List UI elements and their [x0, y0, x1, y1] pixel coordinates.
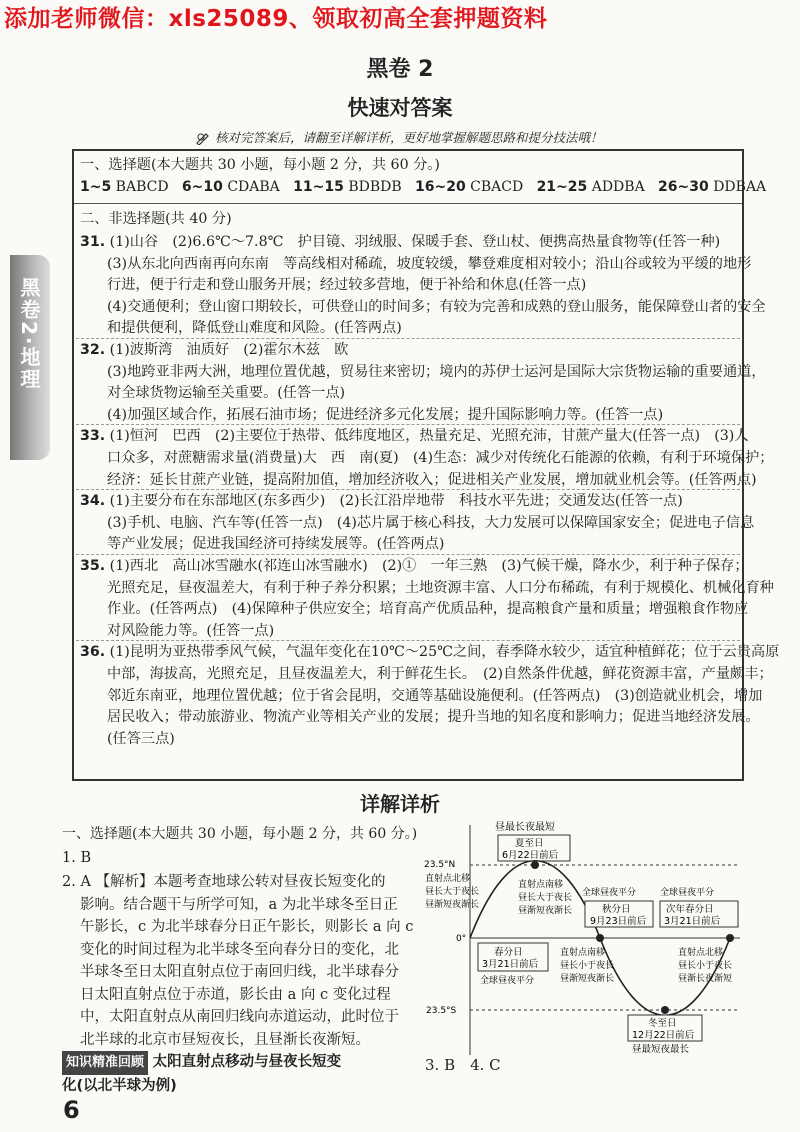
note-left-3: 昼渐短夜渐长 — [425, 900, 480, 910]
note-south-2: 昼长小于夜长 — [560, 961, 615, 971]
note-north-2: 昼长小于夜长 — [678, 961, 733, 971]
answer-line — [107, 621, 274, 641]
note-south-3: 昼渐短夜渐长 — [560, 974, 615, 984]
label-next-spring: 次年春分日 — [666, 904, 714, 915]
question-number: 34. — [80, 493, 106, 510]
group-answer: BDBDB — [348, 179, 402, 195]
answer-line — [107, 318, 402, 338]
group-answer: CDABA — [227, 179, 280, 195]
answer-text: 和提供便利，降低登山难度和风险。(任答两点) — [107, 320, 402, 337]
answer-text: 经济：延长甘蔗产业链，提高附加值，增加经济收入；促进相关产业发展，增加就业机会等。(任答两点) — [107, 471, 757, 488]
note-mid-3: 昼渐短夜渐长 — [518, 906, 573, 916]
label-bottom: 昼最短夜最长 — [632, 1044, 690, 1055]
answer-text: 行进，便于行走和登山服务开展；经过较多营地，便于补给和休息(任答一点) — [107, 277, 587, 294]
note-north-1: 直射点北移 — [678, 948, 724, 958]
answer-line — [107, 534, 444, 554]
knowledge-line — [62, 1050, 341, 1075]
answer-text: (1)西北 高山冰雪融水(祁连山冰雪融水) (2)① 一年三熟 (3)气候干燥，降水少，利于种子保存； — [109, 558, 749, 574]
group-range: 1~5 — [80, 179, 112, 195]
group-range: 11~15 — [293, 179, 344, 195]
answer-text: 居民收入；带动旅游业、物流产业等相关产业的发展；提升当地的知名度和影响力；促进当地经济发展。 — [107, 709, 760, 726]
question-divider — [76, 338, 740, 339]
answer-text: (3)从东北向西南再向东南 等高线相对稀疏，坡度较缓，攀登难度相对较小；沿山谷或较为平缓的地形 — [107, 255, 752, 272]
question-number: 35. — [80, 558, 106, 574]
detail-q34: 3. B 4. C — [425, 1056, 501, 1074]
pen-icon — [195, 131, 211, 145]
answer-line — [107, 513, 754, 533]
label-spring: 春分日 — [494, 947, 523, 958]
label-s235: 23.5°S — [426, 1006, 457, 1016]
note-left-1: 直射点北移 — [425, 874, 471, 884]
answer-line — [107, 578, 774, 598]
side-tab — [10, 255, 50, 460]
part1-heading: 一、选择题(本大题共 30 小题，每小题 2 分，共 60 分。) — [80, 157, 440, 173]
group-range: 26~30 — [658, 179, 709, 195]
group-answer: CBACD — [470, 179, 524, 195]
note-spring: 全球昼夜平分 — [480, 976, 535, 986]
paper-title: 黑卷 2 — [366, 57, 434, 82]
answer-line — [107, 448, 774, 468]
solar-diagram — [410, 815, 750, 1055]
answer-line — [107, 599, 748, 619]
label-n235: 23.5°N — [424, 860, 456, 870]
tip-line — [195, 128, 603, 146]
explanation-line: 午影长，c 为北半球春分日正午影长，则影长 a 向 c — [80, 919, 414, 935]
answer-text: (1)恒河 巴西 (2)主要位于热带、低纬度地区，热量充足、光照充沛，甘蔗产量大(任答一点) (3)人 — [109, 428, 749, 445]
question-number: 32. — [80, 342, 106, 358]
answer-text: (4)交通便利；登山窗口期较长，可供登山的时间多；有较为完善和成熟的登山服务，能保障登山者的安全 — [107, 298, 766, 315]
label-next-spring-date: 3月21日前后 — [664, 916, 721, 927]
answer-text: 邻近东南亚，地理位置优越；位于省会昆明，交通等基础设施便利。(任答两点) (3)创造就业机会，增加 — [107, 687, 763, 704]
knowledge-title: 太阳直射点移动与昼夜长短变 — [152, 1054, 342, 1070]
question-divider — [76, 424, 740, 425]
answer-line — [107, 297, 766, 317]
answer-text: 中部，海拔高，光照充足，且昼夜温差大，利于鲜花生长。 (2)自然条件优越，鲜花资源丰富，产量颇丰； — [107, 666, 773, 682]
label-summer: 夏至日 — [515, 838, 544, 849]
point-winter — [661, 1006, 669, 1014]
answer-text: 等产业发展；促进我国经济可持续发展等。(任答两点) — [107, 536, 445, 553]
group-range: 21~25 — [536, 179, 588, 195]
label-spring-date: 3月21日前后 — [482, 959, 539, 970]
group-answer: BABCD — [115, 179, 169, 195]
answer-text: 对全球货物运输至关重要。(任答一点) — [107, 385, 346, 402]
point-next-spring — [726, 934, 734, 942]
answer-line — [80, 340, 348, 360]
explanation-line: 半球冬至日太阳直射点位于南回归线，北半球春分 — [80, 964, 399, 980]
answer-line — [107, 686, 762, 706]
answer-line — [107, 664, 773, 684]
answer-line — [107, 362, 766, 382]
knowledge-tag: 知识精准回顾 — [62, 1051, 148, 1075]
label-winter: 冬至日 — [648, 1018, 677, 1029]
question-divider — [76, 489, 740, 490]
answer-text: (3)地跨亚非两大洲，地理位置优越，贸易往来密切；境内的苏伊士运河是国际大宗货物运输的重要通道， — [107, 363, 766, 380]
label-top: 昼最长夜最短 — [495, 822, 555, 833]
answer-text: (1)昆明为亚热带季风气候，气温年变化在10℃～25℃之间，春季降水较少，适宜种植鲜花；位于云贵高原 — [109, 644, 780, 661]
explanation-line: 中，太阳直射点从南回归线向赤道运动，此时位于 — [80, 1009, 399, 1025]
knowledge-title-2: 化(以北半球为例) — [62, 1078, 177, 1094]
group-range: 16~20 — [415, 179, 466, 195]
answer-text: (1)主要分布在东部地区(东多西少) (2)长江沿岸地带 科技水平先进；交通发达(任答一点) — [109, 493, 683, 510]
part2-heading: 二、非选择题(共 40 分) — [80, 211, 232, 227]
explanation-line: 影响。结合题干与所学可知，a 为北半球冬至日正 — [80, 896, 398, 913]
answer-text: (1)山谷 (2)6.6℃～7.8℃ 护目镜、羽绒服、保暖手套、登山杖、便携高热量食物等(任答一种) — [109, 234, 721, 250]
answer-line — [107, 470, 757, 490]
question-divider — [76, 554, 740, 555]
question-number: 31. — [80, 234, 106, 250]
explanation-line: 日太阳直射点位于赤道，影长由 a 向 c 变化过程 — [80, 986, 391, 1003]
answer-line — [80, 642, 779, 662]
answer-text: (3)手机、电脑、汽车等(任答一点) (4)芯片属于核心科技，大力发展可以保障国家安全；促进电子信息 — [107, 514, 755, 531]
point-autumn — [596, 934, 604, 942]
answer-line — [107, 707, 760, 727]
answer-text: (任答三点) — [107, 730, 175, 747]
note-mid-2: 昼长大于夜长 — [518, 893, 573, 903]
note-south-1: 直射点南移 — [560, 948, 606, 958]
label-summer-date: 6月22日前后 — [502, 850, 559, 861]
note-left-2: 昼长大于夜长 — [425, 887, 480, 897]
question-divider — [76, 640, 740, 641]
answer-text: (1)波斯湾 油质好 (2)霍尔木兹 欧 — [109, 342, 349, 358]
answer-line — [107, 383, 345, 403]
note-north-3: 昼渐长夜渐短 — [678, 974, 733, 984]
label-autumn-date: 9月23日前后 — [590, 916, 647, 927]
explanation-line: 北半球的北京市昼短夜长，且昼渐长夜渐短。 — [80, 1031, 370, 1048]
answer-line — [80, 232, 720, 252]
note-autumn: 全球昼夜平分 — [582, 888, 637, 898]
explanation-line: 变化的时间过程为北半球冬至向春分日的变化，北 — [80, 941, 399, 958]
question-number: 36. — [80, 644, 106, 661]
part1-answers — [80, 177, 766, 197]
detail-q1: 1. B — [62, 850, 92, 866]
answer-line — [80, 556, 749, 576]
answer-line — [107, 275, 586, 295]
answer-line — [107, 254, 751, 274]
detail-section: 一、选择题(本大题共 30 小题，每小题 2 分，共 60 分。) — [62, 826, 418, 842]
tip-text: 核对完答案后，请翻至详解详析，更好地掌握解题思路和提分技法哦！ — [214, 130, 603, 145]
question-number: 33. — [80, 428, 106, 445]
answer-text: 光照充足，昼夜温差大，有利于种子养分积累；土地资源丰富、人口分布稀疏，有利于规模化、机械化育种 — [107, 579, 774, 596]
detail-heading: 详解详析 — [360, 792, 440, 816]
page-number: 6 — [63, 1096, 80, 1124]
answer-line — [80, 491, 683, 511]
answer-text: (4)加强区域合作，拓展石油市场；促进经济多元化发展；提升国际影响力等。(任答一点) — [107, 406, 664, 423]
label-zero: 0° — [456, 934, 467, 944]
label-winter-date: 12月22日前后 — [632, 1030, 695, 1041]
answer-line — [80, 426, 749, 446]
side-tab-label: 黑卷2·地理 — [17, 277, 41, 391]
answer-line — [107, 405, 663, 425]
answer-text: 口众多，对蔗糖需求量(消费量)大 西 南(夏) (4)生态：减少对传统化石能源的依赖，有利于环境保护； — [107, 450, 774, 466]
answer-text: 对风险能力等。(任答一点) — [107, 622, 275, 639]
group-answer: ADDBA — [591, 179, 645, 195]
answer-text: 作业。(任答两点) (4)保障种子供应安全；培育高产优质品种，提高粮食产量和质量；增强粮食作物应 — [107, 601, 749, 618]
answer-line — [107, 729, 175, 749]
explanation-line: 2. A 【解析】本题考查地球公转对昼夜长短变化的 — [62, 874, 386, 890]
group-answer: DDBAA — [713, 179, 767, 195]
answer-key-title: 快速对答案 — [347, 96, 453, 120]
note-mid-1: 直射点南移 — [518, 880, 564, 890]
box-divider — [74, 203, 742, 204]
watermark-text: 添加老师微信：xls25089、领取初高全套押题资料 — [4, 6, 548, 32]
group-range: 6~10 — [181, 179, 223, 195]
note-next-spring: 全球昼夜平分 — [660, 888, 715, 898]
label-autumn: 秋分日 — [602, 904, 631, 915]
point-summer — [531, 861, 539, 869]
